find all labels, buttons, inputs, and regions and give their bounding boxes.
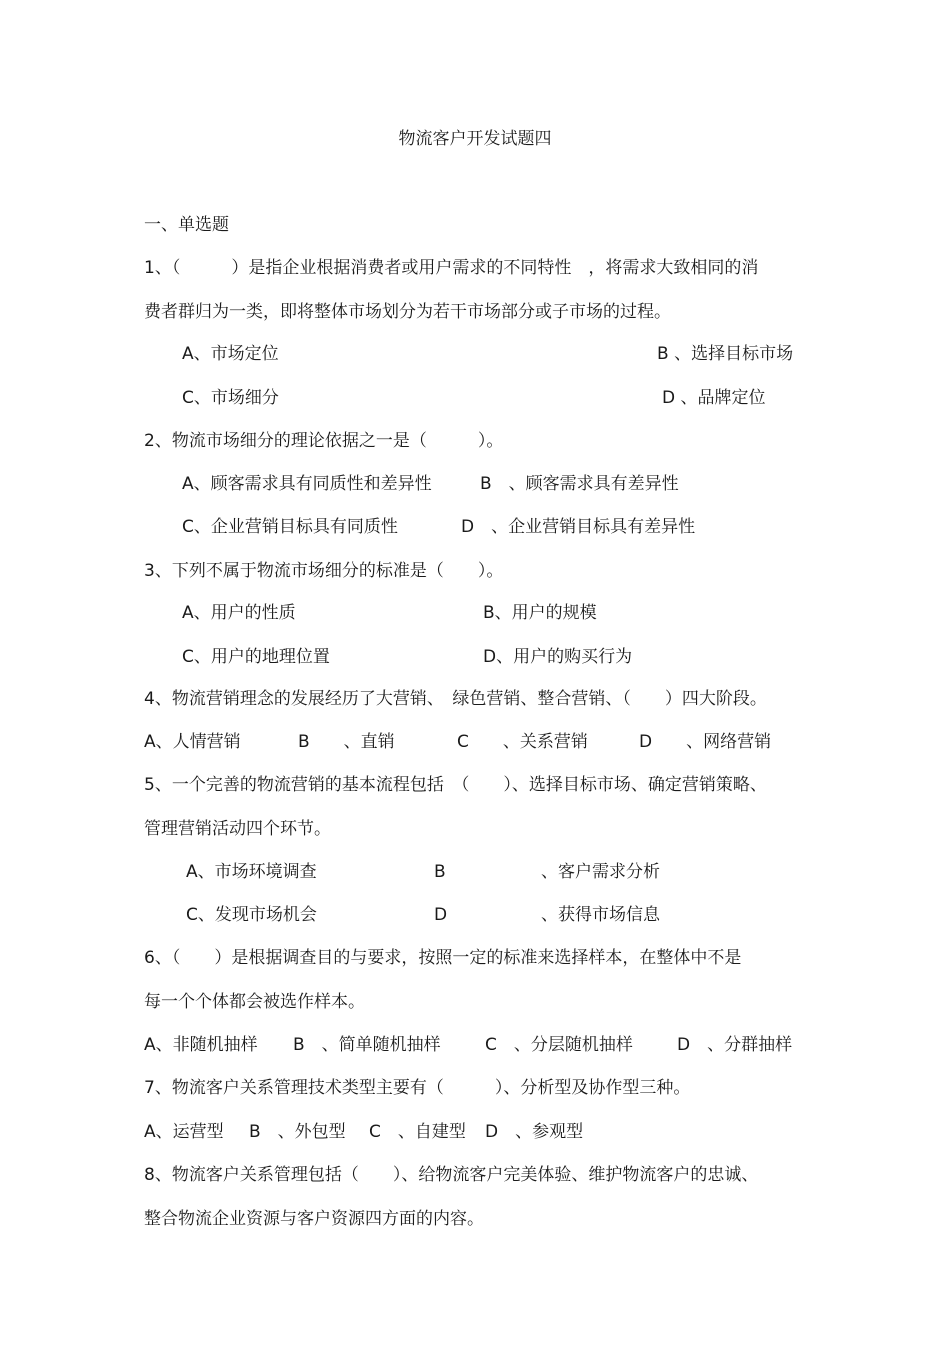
question-5-option-d-letter: D <box>434 905 448 925</box>
question-7-line-1: 7、物流客户关系管理技术类型主要有（ ）、分析型及协作型三种。 <box>144 1078 691 1098</box>
question-7-option-d: D 、参观型 <box>485 1122 584 1142</box>
question-1-option-b: B 、选择目标市场 <box>657 344 794 364</box>
page-title: 物流客户开发试题四 <box>398 129 552 149</box>
question-2-option-b: B 、顾客需求具有差异性 <box>480 474 679 494</box>
question-3-line-1: 3、下列不属于物流市场细分的标准是（ ）。 <box>144 561 504 581</box>
question-2-option-c: C、企业营销目标具有同质性 <box>182 517 398 537</box>
question-5-option-b: 、客户需求分析 <box>541 862 660 882</box>
question-5-option-c: C、发现市场机会 <box>186 905 317 925</box>
question-5-option-b-letter: B <box>434 862 446 882</box>
question-2-line-1: 2、物流市场细分的理论依据之一是（ ）。 <box>144 431 504 451</box>
question-6-line-2: 每一个个体都会被选作样本。 <box>144 992 365 1012</box>
question-7-option-c: C 、自建型 <box>369 1122 466 1142</box>
question-1-option-d: D 、品牌定位 <box>662 388 766 408</box>
question-4-option-c: C 、关系营销 <box>457 732 588 752</box>
question-2-option-a: A、顾客需求具有同质性和差异性 <box>182 474 432 494</box>
question-7-option-a: A、运营型 <box>144 1122 224 1142</box>
question-8-line-2: 整合物流企业资源与客户资源四方面的内容。 <box>144 1209 484 1229</box>
question-6-option-d: D 、分群抽样 <box>677 1035 793 1055</box>
question-1-line-2: 费者群归为一类，即将整体市场划分为若干市场部分或子市场的过程。 <box>144 302 671 322</box>
question-3-option-c: C、用户的地理位置 <box>182 647 330 667</box>
question-5-option-d: 、获得市场信息 <box>541 905 660 925</box>
question-1-option-a: A、市场定位 <box>182 344 279 364</box>
question-3-option-d: D、用户的购买行为 <box>483 647 633 667</box>
question-6-option-b: B 、简单随机抽样 <box>293 1035 441 1055</box>
question-5-line-2: 管理营销活动四个环节。 <box>144 819 331 839</box>
question-3-option-b: B、用户的规模 <box>483 603 597 623</box>
question-1-option-c: C、市场细分 <box>182 388 279 408</box>
question-4-line-1: 4、物流营销理念的发展经历了大营销、 绿色营销、整合营销、（ ）四大阶段。 <box>144 689 767 709</box>
question-3-option-a: A、用户的性质 <box>182 603 296 623</box>
question-5-line-1: 5、一个完善的物流营销的基本流程包括 （ ）、选择目标市场、确定营销策略、 <box>144 775 767 795</box>
question-1-line-1: 1、（ ）是指企业根据消费者或用户需求的不同特性 ，将需求大致相同的消 <box>144 258 759 278</box>
question-2-option-d: D 、企业营销目标具有差异性 <box>461 517 696 537</box>
question-4-option-a: A、人情营销 <box>144 732 241 752</box>
section-heading: 一、单选题 <box>144 215 229 235</box>
question-8-line-1: 8、物流客户关系管理包括（ ）、给物流客户完美体验、维护物流客户的忠诚、 <box>144 1165 759 1185</box>
question-4-option-b: B 、直销 <box>298 732 395 752</box>
question-7-option-b: B 、外包型 <box>249 1122 346 1142</box>
question-5-option-a: A、市场环境调查 <box>186 862 317 882</box>
question-4-option-d: D 、网络营销 <box>639 732 772 752</box>
question-6-line-1: 6、（ ）是根据调查目的与要求，按照一定的标准来选择样本，在整体中不是 <box>144 948 742 968</box>
question-6-option-c: C 、分层随机抽样 <box>485 1035 633 1055</box>
question-6-option-a: A、非随机抽样 <box>144 1035 258 1055</box>
